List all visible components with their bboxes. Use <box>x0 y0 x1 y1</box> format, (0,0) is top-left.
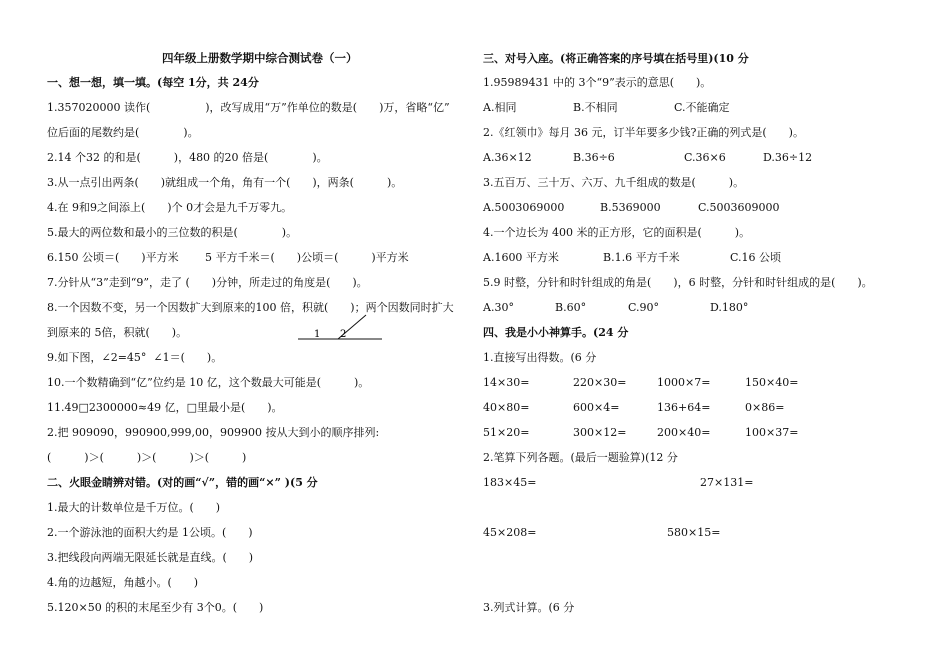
question-1-1b: 位后面的尾数约是( )。 <box>47 126 199 139</box>
section-4-heading: 四、我是小小神算手。(24 分 <box>483 326 629 339</box>
question-1-6a: 6.150 公顷＝( )平方米 <box>47 251 179 264</box>
mental-math-item: 600×4= <box>573 401 620 414</box>
question-1-1a: 1.357020000 读作( )，改写成用“万”作单位的数是( )万，省略“亿” <box>47 101 450 114</box>
mental-math-item: 136+64= <box>657 401 711 414</box>
question-2-2: 2.一个游泳池的面积大约是 1公顷。( ) <box>47 526 253 539</box>
question-1-11: 11.49□2300000≈49 亿，□里最小是( )。 <box>47 401 283 414</box>
question-3-3: 3.五百万、三十万、六万、九千组成的数是( )。 <box>483 176 745 189</box>
question-1-4: 4.在 9和9之间添上( )个 0才会是九千万零九。 <box>47 201 293 214</box>
mental-math-item: 220×30= <box>573 376 627 389</box>
question-3-4-option-b: B.1.6 平方千米 <box>603 251 680 264</box>
written-calc-item: 45×208= <box>483 526 537 539</box>
mental-math-item: 200×40= <box>657 426 711 439</box>
question-3-1-option-a: A.相同 <box>483 101 517 114</box>
question-3-2-option-c: C.36×6 <box>684 151 726 164</box>
written-calc-item: 183×45= <box>483 476 537 489</box>
question-2-4: 4.角的边越短，角越小。( ) <box>47 576 199 589</box>
question-3-4-option-a: A.1600 平方米 <box>483 251 559 264</box>
question-3-2-option-a: A.36×12 <box>483 151 532 164</box>
mental-math-item: 100×37= <box>745 426 799 439</box>
mental-math-item: 1000×7= <box>657 376 711 389</box>
angle-figure <box>294 312 394 346</box>
question-3-3-option-b: B.5369000 <box>600 201 661 214</box>
question-1-2: 2.14 个32 的和是( )，480 的20 倍是( )。 <box>47 151 328 164</box>
question-1-5: 5.最大的两位数和最小的三位数的积是( )。 <box>47 226 298 239</box>
question-3-3-option-c: C.5003609000 <box>698 201 780 214</box>
question-3-3-option-a: A.5003069000 <box>483 201 565 214</box>
section-2-heading: 二、火眼金睛辨对错。(对的画“√”，错的画“×” )(5 分 <box>47 476 318 489</box>
mental-math-item: 150×40= <box>745 376 799 389</box>
question-1-12: 2.把 909090，990900,999,00，909900 按从大到小的顺序排列: <box>47 426 380 439</box>
question-3-1: 1.95989431 中的 3个“9”表示的意思( )。 <box>483 76 712 89</box>
question-3-5-option-c: C.90° <box>628 301 660 314</box>
section-3-heading: 三、对号入座。(将正确答案的序号填在括号里)(10 分 <box>483 52 749 65</box>
mental-math-item: 14×30= <box>483 376 530 389</box>
part-4-2-label: 2.笔算下列各题。(最后一题验算)(12 分 <box>483 451 678 464</box>
question-3-1-option-b: B.不相同 <box>573 101 618 114</box>
part-4-1-label: 1.直接写出得数。(6 分 <box>483 351 597 364</box>
mental-math-item: 300×12= <box>573 426 627 439</box>
question-1-7: 7.分针从“3”走到“9”，走了 ( )分钟，所走过的角度是( )。 <box>47 276 368 289</box>
mental-math-item: 0×86= <box>745 401 785 414</box>
question-1-10: 10.一个数精确到“亿”位约是 10 亿，这个数最大可能是( )。 <box>47 376 370 389</box>
question-3-5-option-a: A.30° <box>483 301 514 314</box>
question-3-2-option-d: D.36÷12 <box>763 151 813 164</box>
angle-1-label: 1 <box>314 329 321 340</box>
question-1-9: 9.如下图，∠2=45° ∠1＝( )。 <box>47 351 223 364</box>
question-3-5-option-b: B.60° <box>555 301 587 314</box>
question-3-4: 4.一个边长为 400 米的正方形，它的面积是( )。 <box>483 226 751 239</box>
question-1-8a: 8.一个因数不变，另一个因数扩大到原来的100 倍，积就( )；两个因数同时扩大 <box>47 301 454 314</box>
question-3-2-option-b: B.36÷6 <box>573 151 615 164</box>
written-calc-item: 27×131= <box>700 476 754 489</box>
question-3-1-option-c: C.不能确定 <box>674 101 730 114</box>
section-1-heading: 一、想一想，填一填。(每空 1分，共 24分 <box>47 76 259 89</box>
part-4-3-label: 3.列式计算。(6 分 <box>483 601 575 614</box>
mental-math-item: 40×80= <box>483 401 530 414</box>
question-3-2: 2.《红领巾》每月 36 元，订半年要多少钱?正确的列式是( )。 <box>483 126 804 139</box>
question-1-8b: 到原来的 5倍，积就( )。 <box>47 326 188 339</box>
written-calc-item: 580×15= <box>667 526 721 539</box>
question-2-1: 1.最大的计数单位是千万位。( ) <box>47 501 221 514</box>
question-1-3: 3.从一点引出两条( )就组成一个角，角有一个( )，两条( )。 <box>47 176 403 189</box>
angle-2-label: 2 <box>340 329 347 340</box>
question-3-5: 5.9 时整，分针和时针组成的角是( )，6 时整，分针和时针组成的是( )。 <box>483 276 873 289</box>
question-1-12-order: ( )＞( )＞( )＞( ) <box>47 451 247 464</box>
question-3-5-option-d: D.180° <box>710 301 749 314</box>
question-2-3: 3.把线段向两端无限延长就是直线。( ) <box>47 551 254 564</box>
question-1-6b: 5 平方千米＝( )公顷＝( )平方米 <box>205 251 409 264</box>
mental-math-item: 51×20= <box>483 426 530 439</box>
question-2-5: 5.120×50 的积的末尾至少有 3个0。( ) <box>47 601 264 614</box>
page-title: 四年级上册数学期中综合测试卷（一） <box>162 51 358 65</box>
question-3-4-option-c: C.16 公顷 <box>730 251 782 264</box>
